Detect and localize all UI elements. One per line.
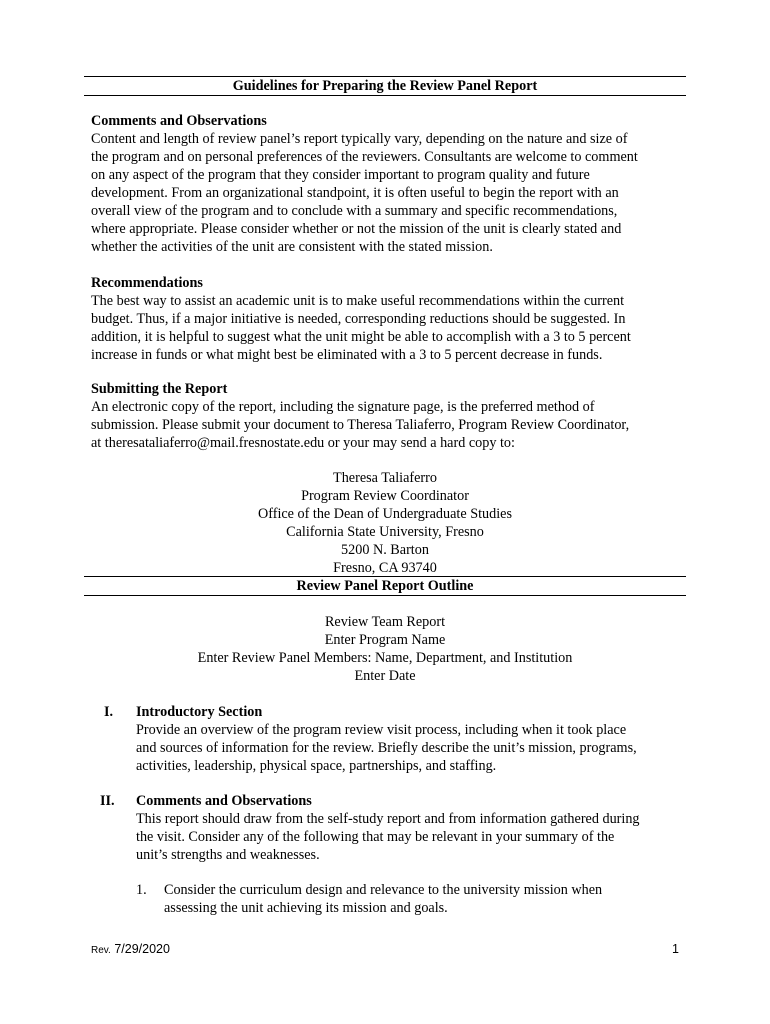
list-item-number: 1. — [136, 882, 147, 898]
outline-header — [84, 613, 686, 685]
outline-header-line: Enter Date — [354, 668, 416, 684]
section-number: II. — [100, 793, 115, 809]
page-number: 1 — [672, 942, 679, 956]
paragraph-line: overall view of the program and to conclude with a summary and specific recommendations, — [91, 203, 618, 219]
submitting-paragraph — [91, 398, 681, 452]
paragraph-line: This report should draw from the self-study report and from information gathered during — [136, 811, 640, 827]
paragraph-line: activities, leadership, physical space, partnerships, and staffing. — [136, 758, 497, 774]
paragraph-line: where appropriate. Please consider whether or not the mission of the unit is clearly stated and — [91, 221, 622, 237]
paragraph-line: and sources of information for the review. Briefly describe the unit’s mission, programs, — [136, 740, 637, 756]
paragraph-line: An electronic copy of the report, including the signature page, is the preferred method of — [91, 399, 595, 415]
comments-heading: Comments and Observations — [91, 113, 267, 129]
submitting-heading: Submitting the Report — [91, 381, 228, 397]
address-line: 5200 N. Barton — [341, 542, 429, 558]
address-line: Office of the Dean of Undergraduate Studies — [258, 506, 512, 522]
address-line: Theresa Taliaferro — [333, 470, 437, 486]
paragraph-line: The best way to assist an academic unit is to make useful recommendations within the current — [91, 293, 625, 309]
outline-header-line: Review Team Report — [324, 614, 446, 630]
address-line: Fresno, CA 93740 — [333, 560, 437, 576]
paragraph-line: submission. Please submit your document to Theresa Taliaferro, Program Review Coordinator, — [91, 417, 630, 433]
recommendations-heading: Recommendations — [91, 275, 203, 291]
paragraph-line: unit’s strengths and weaknesses. — [136, 847, 320, 863]
comments-paragraph — [91, 130, 681, 256]
section-heading: Comments and Observations — [136, 793, 312, 809]
revision-date-value: 7/29/2020 — [114, 942, 170, 956]
list-item — [164, 881, 684, 917]
revision-date — [91, 942, 170, 956]
paragraph-line: the program and on personal preferences of the reviewers. Consultants are welcome to comment — [91, 149, 638, 165]
address-line: California State University, Fresno — [286, 524, 484, 540]
address-line: Program Review Coordinator — [301, 488, 469, 504]
outline-header-line: Enter Program Name — [324, 632, 446, 648]
outline-title: Review Panel Report Outline — [84, 576, 686, 596]
section-heading: Introductory Section — [136, 704, 263, 720]
paragraph-line: Content and length of review panel’s report typically vary, depending on the nature and size of — [91, 131, 628, 147]
paragraph-line: Consider the curriculum design and relevance to the university mission when — [164, 882, 603, 898]
mailing-address — [84, 469, 686, 577]
paragraph-line: budget. Thus, if a major initiative is needed, corresponding reductions should be suggested. In — [91, 311, 626, 327]
paragraph-line: Provide an overview of the program review visit process, including when it took place — [136, 722, 627, 738]
section-body — [136, 721, 681, 775]
paragraph-line: the visit. Consider any of the following that may be relevant in your summary of the — [136, 829, 615, 845]
outline-header-line: Enter Review Panel Members: Name, Department, and Institution — [197, 650, 573, 666]
revision-label: Rev. — [91, 945, 111, 956]
paragraph-line: increase in funds or what might best be eliminated with a 3 to 5 percent decrease in funds. — [91, 347, 603, 363]
section-number: I. — [104, 704, 114, 720]
paragraph-line: whether the activities of the unit are consistent with the stated mission. — [91, 239, 493, 255]
section-body — [136, 810, 681, 864]
paragraph-line: addition, it is helpful to suggest what the unit might be able to accomplish with a 3 to 5 percent — [91, 329, 631, 345]
paragraph-line: at theresataliaferro@mail.fresnostate.edu or your may send a hard copy to: — [91, 435, 515, 451]
paragraph-line: on any aspect of the program that they consider important to program quality and future — [91, 167, 590, 183]
page-title: Guidelines for Preparing the Review Panel Report — [84, 76, 686, 96]
recommendations-paragraph — [91, 292, 681, 364]
paragraph-line: assessing the unit achieving its mission and goals. — [164, 900, 448, 916]
paragraph-line: development. From an organizational standpoint, it is often useful to begin the report with an — [91, 185, 619, 201]
